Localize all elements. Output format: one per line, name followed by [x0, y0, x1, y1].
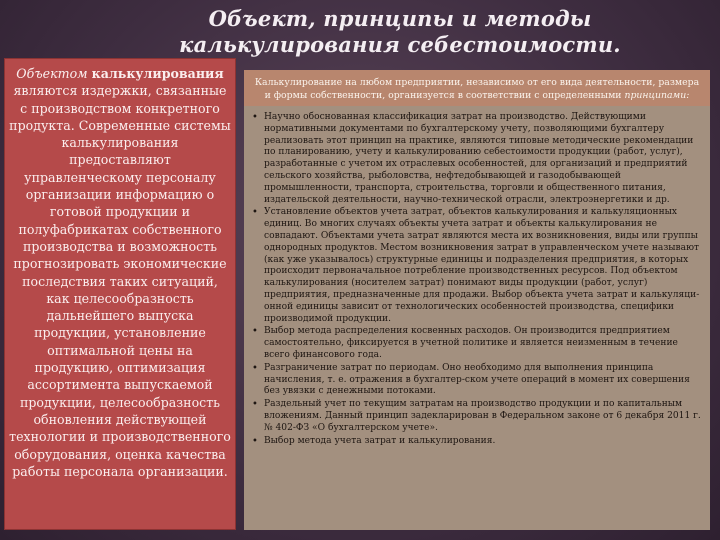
list-item: • Научно обоснованная классификация затрат на производство. Действующими нормативными документами по бухгалтерскому учету, позволяющими бухгалтеру реализовать этот принцип на практике, являются типовые методические рекомендации по планированию, учету и калькулированию себестоимости продукции (работ, услуг), разработанные с учетом их отраслевых особенностей, для организаций и предприятий сельского хозяйства, рыболовства, нефтедобывающей и газодобывающей промышленности, транспорта, строительства, торговли и общественного питания, издательской деятельности, научно-технической отрасли, электроэнергетики и др.: [252, 112, 702, 206]
list-item: • Выбор метода распределения косвенных расходов. Он производится предприятием самостоятельно, фиксируется в учетной политике и является неизменным в течение всего финансового года.: [252, 326, 702, 361]
list-item: • Установление объектов учета затрат, объектов калькулирования и калькуляционных единиц. Во многих случаях объекты учета затрат и объекты калькулирования не совпадают. Объектами учета затрат являются места их возникновения, виды или группы однородных продуктов. Местом возникновения затрат в управленческом учете называют (как уже указывалось) структурные единицы и подразделения предприятия, в которых происходит первоначальное потребление производственных ресурсов. Под объектом калькулирования (носителем затрат) понимают виды продукции (работ, услуг) предприятия, предназначенные для продажи. Выбор объекта учета затрат и калькуляци-онной единицы зависит от технологических особенностей производства, специфики производимой продукции.: [252, 207, 702, 325]
principles-header: [244, 70, 710, 106]
principles-panel: [244, 70, 710, 530]
definition-panel: [4, 58, 236, 530]
definition-lead-bold: калькулирования: [91, 66, 224, 81]
list-item: • Раздельный учет по текущим затратам на производство продукции и по капитальным вложениям. Данный принцип задекларирован в Федеральном законе от 6 декабря 2011 г. № 402-ФЗ «О бухгалтерском учете».: [252, 399, 702, 434]
list-item: • Разграничение затрат по периодам. Оно необходимо для выполнения принципа начисления, т. е. отражения в бухгалтер-ском учете операций в момент их совершения без увязки с денежными потоками.: [252, 363, 702, 398]
slide-title: Объект, принципы и методы калькулирования себестоимости.: [179, 6, 621, 57]
list-item: • Выбор метода учета затрат и калькулирования.: [252, 436, 702, 448]
principles-header-text: Калькулирование на любом предприятии, независимо от его вида деятельности, размера и формы собственности, организуется в соответствии с определенными: [254, 77, 700, 101]
definition-text: являются издержки, связанные с производством конкретного продукта. Современные системы калькулирования предоставляют управленческому персоналу организации информацию о готовой продукции и полуфабрикатах собственного производства и возможность прогнозировать экономические последствия таких ситуаций, как целесообразность дальнейшего выпуска продукции, установление оптимальной цены на продукцию, оптимизация ассортимента выпускаемой продукции, целесообразность обновления действующей технологии и производственного оборудования, оценка качества работы персонала организации.: [9, 83, 231, 479]
principles-list: [244, 106, 710, 447]
principles-header-italic: принципами:: [624, 90, 690, 101]
definition-lead-italic: Объектом: [16, 66, 88, 81]
